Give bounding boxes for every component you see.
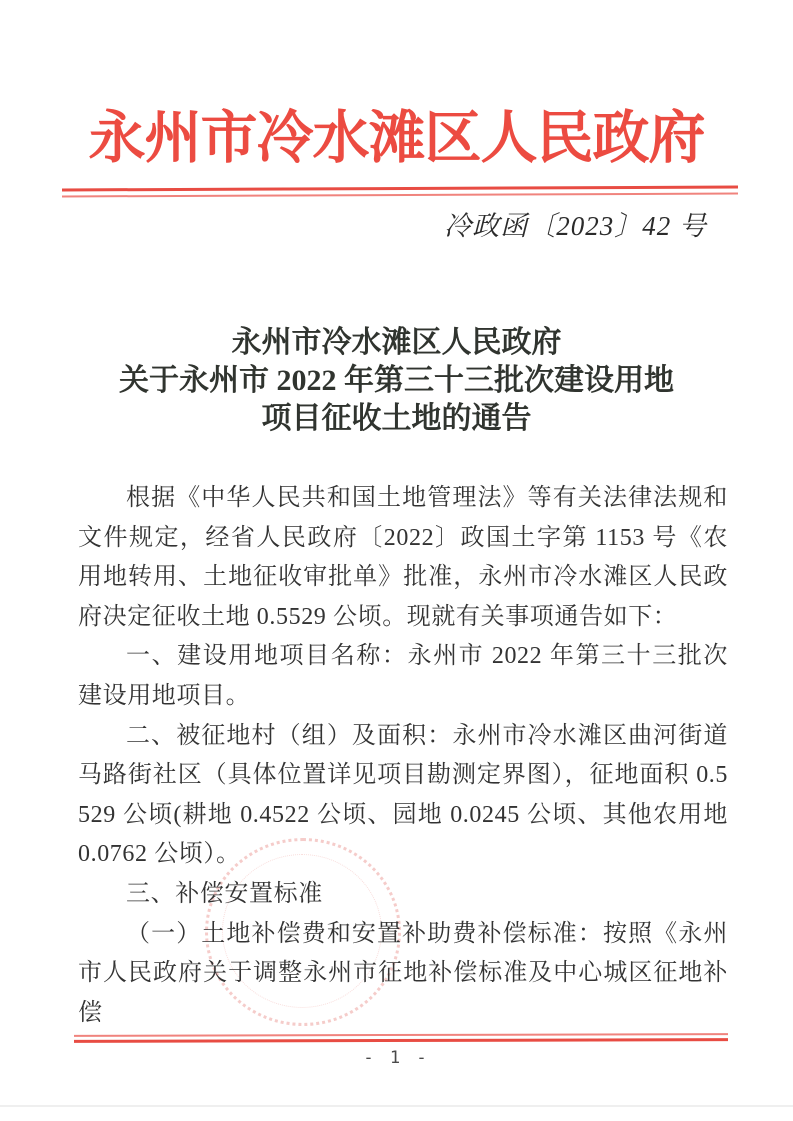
letterhead-rule-thick [62,186,738,192]
body-paragraph-item-3: 三、补偿安置标准 [126,880,323,907]
scan-page-edge [0,1105,793,1107]
document-title-line-2: 关于永州市 2022 年第三十三批次建设用地 [119,364,674,397]
document-title [0,324,793,438]
document-body [78,479,728,1033]
body-paragraph-item-3-1: （一）土地补偿费和安置补助费补偿标准：按照《永州市人民政府关于调整永州市征地补偿标准及中心城区征地补偿 [78,920,728,1026]
page-number: - 1 - [363,1048,430,1068]
body-paragraph-intro: 根据《中华人民共和国土地管理法》等有关法律法规和文件规定，经省人民政府〔2022〕政国土字第 1153 号《农用地转用、土地征收审批单》批准，永州市冷水滩区人民政府决定征收土地 0.5529 公顷。现就有关事项通告如下： [78,485,728,630]
footer-rule-thick [74,1038,728,1043]
footer-rule-thin [74,1033,728,1037]
body-paragraph-item-1: 一、建设用地项目名称：永州市 2022 年第三十三批次建设用地项目。 [78,643,728,709]
document-number: 冷政函〔2023〕42 号 [444,211,707,241]
letterhead-rule-thin [62,193,738,198]
body-paragraph-item-2: 二、被征地村（组）及面积：永州市冷水滩区曲河街道马路街社区（具体位置详见项目勘测定界图），征地面积 0.5529 公顷(耕地 0.4522 公顷、园地 0.0245 公顷、其他农用地 0.0762 公顷）。 [78,722,728,868]
document-title-line-1: 永州市冷水滩区人民政府 [231,326,562,359]
letterhead-agency-name: 永州市冷水滩区人民政府 [88,107,705,170]
document-title-line-3: 项目征收土地的通告 [261,402,532,435]
